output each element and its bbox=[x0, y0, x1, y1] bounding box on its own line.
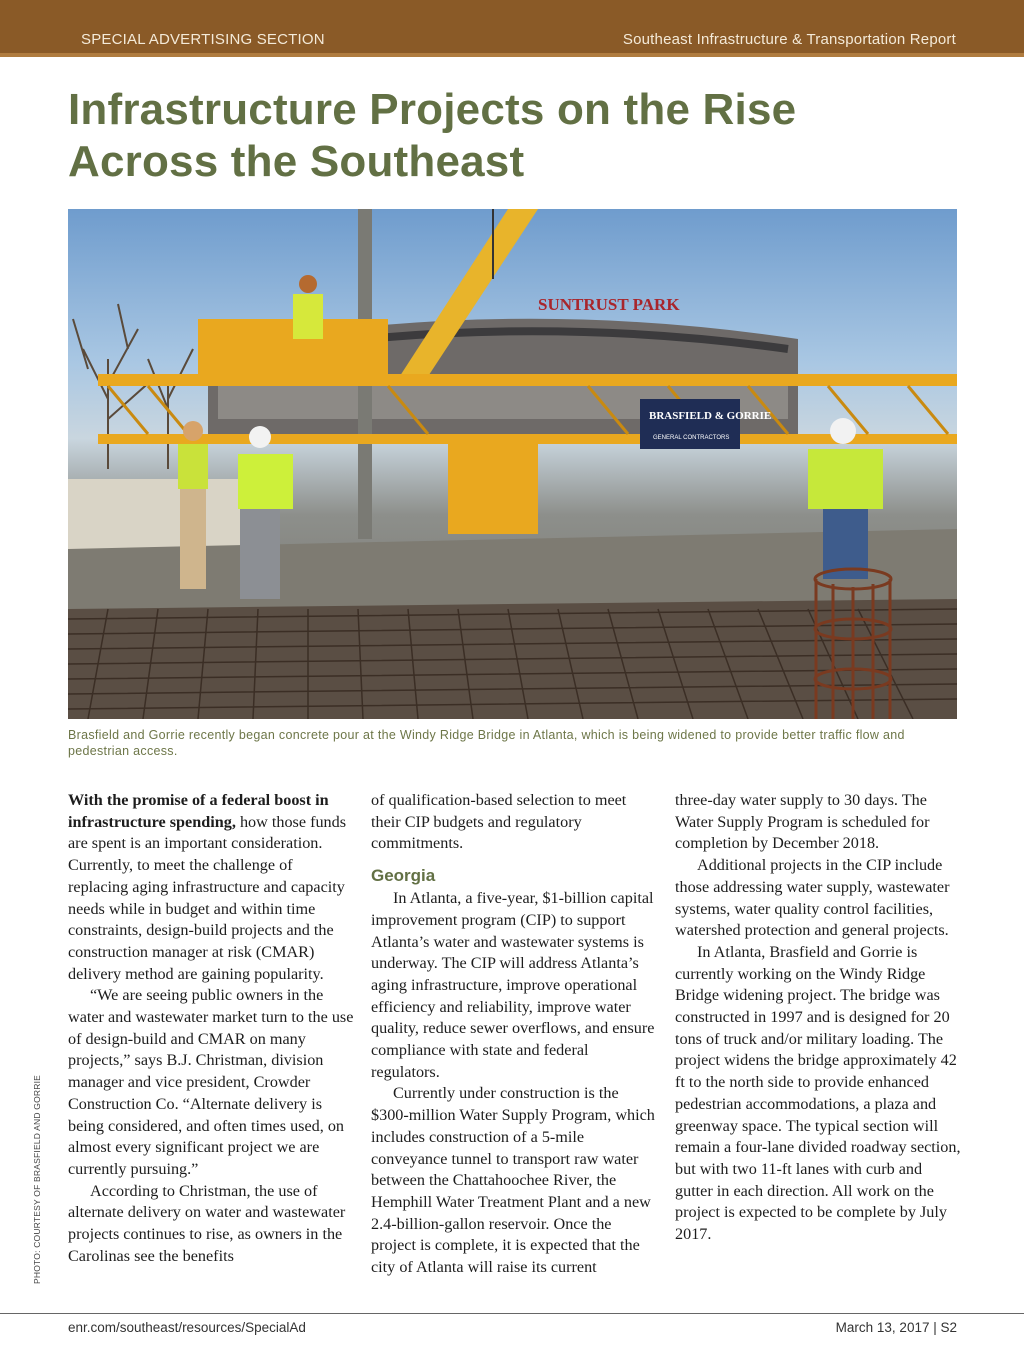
photo-illustration bbox=[68, 209, 957, 719]
title-line-1: Infrastructure Projects on the Rise bbox=[68, 85, 797, 134]
header-bar bbox=[0, 0, 1024, 57]
construction-photo bbox=[68, 209, 957, 719]
photo-credit: PHOTO: COURTESY OF BRASFIELD AND GORRIE bbox=[32, 1074, 42, 1284]
paragraph: According to Christman, the use of alternate delivery on water and wastewater projects continues to rise, as owners in the Carolinas see the benefits bbox=[68, 1181, 346, 1265]
footer-date-page: March 13, 2017 | S2 bbox=[835, 1320, 957, 1335]
paragraph: Currently under construction is the $300-million Water Supply Program, which includes construction of a 5-mile conveyance tunnel to transport raw water between the Chattahoochee River, the Hemphill Water Treatment Plant and a new 2.4-billion-gallon reservoir. Once the project is complete, it is expected that the city of Atlanta will raise its current bbox=[371, 1084, 655, 1277]
photo-caption: Brasfield and Gorrie recently began concrete pour at the Windy Ridge Bridge in Atlanta, which is being widened to provide better traffic flow and pedestrian access. bbox=[68, 728, 905, 758]
title-line-2: Across the Southeast bbox=[68, 137, 525, 186]
svg-text:BRASFIELD & GORRIE: BRASFIELD & GORRIE bbox=[649, 410, 772, 422]
paragraph: Additional projects in the CIP include those addressing water supply, wastewater systems, water quality control facilities, watershed protection and general projects. bbox=[675, 856, 950, 940]
report-title: Southeast Infrastructure & Transportation Report bbox=[622, 31, 956, 48]
stadium-sign: SUNTRUST PARK bbox=[538, 295, 680, 314]
article-column-2 bbox=[371, 790, 657, 1279]
page-title bbox=[68, 84, 968, 188]
paragraph: “We are seeing public owners in the water and wastewater market turn to the use of design-build and CMAR on many projects,” says B.J. Christman, division manager and vice president, Crowder Construction Co. “Alternate delivery is being considered, and often times used, on almost every significant project we are currently pursuing.” bbox=[68, 986, 354, 1178]
lead-in: With the promise of a federal boost in infrastructure spending, bbox=[68, 791, 329, 831]
paragraph: In Atlanta, Brasfield and Gorrie is currently working on the Windy Ridge Bridge widening project. The bridge was constructed in 1997 and is designed for 20 tons of truck and/or military loading. The project widens the bridge approximately 42 ft to the north side to provide enhanced pedestrian accommodations, a plaza and greenway space. The typical section will remain a four-lane divided roadway section, but with two 11-ft lanes with curb and gutter in each direction. All work on the project is expected to be complete by July 2017. bbox=[675, 942, 961, 1244]
footer-url: enr.com/southeast/resources/SpecialAd bbox=[68, 1320, 306, 1335]
article-column-3 bbox=[675, 790, 961, 1246]
paragraph: With the promise of a federal boost in infrastructure spending, how those funds are spent is an important consideration. Currently, to meet the challenge of replacing aging infrastructure and capacity needs while in budget and within time constraints, design-build projects and the construction manager at risk (CMAR) delivery method are gaining popularity. bbox=[68, 791, 347, 983]
bare-trees bbox=[73, 304, 193, 469]
paragraph: In Atlanta, a five-year, $1-billion capital improvement program (CIP) to support Atlanta’s water and wastewater systems is underway. The CIP will address Atlanta’s aging infrastructure, improve operational efficiency and reliability, improve water quality, reduce sewer overflows, and ensure compliance with state and federal regulators. bbox=[371, 889, 655, 1081]
section-label: SPECIAL ADVERTISING SECTION bbox=[81, 31, 325, 48]
barrier-wall bbox=[68, 479, 258, 549]
contractor-sign bbox=[640, 399, 740, 449]
paragraph: three-day water supply to 30 days. The Water Supply Program is scheduled for completion by December 2018. bbox=[675, 791, 930, 853]
header-rule bbox=[0, 53, 1024, 57]
footer-rule bbox=[0, 1313, 1024, 1314]
paragraph: of qualification-based selection to meet their CIP budgets and regulatory commitments. bbox=[371, 791, 627, 853]
article-column-1 bbox=[68, 790, 354, 1267]
section-subhead: Georgia bbox=[371, 866, 436, 886]
svg-text:GENERAL CONTRACTORS: GENERAL CONTRACTORS bbox=[653, 435, 730, 441]
